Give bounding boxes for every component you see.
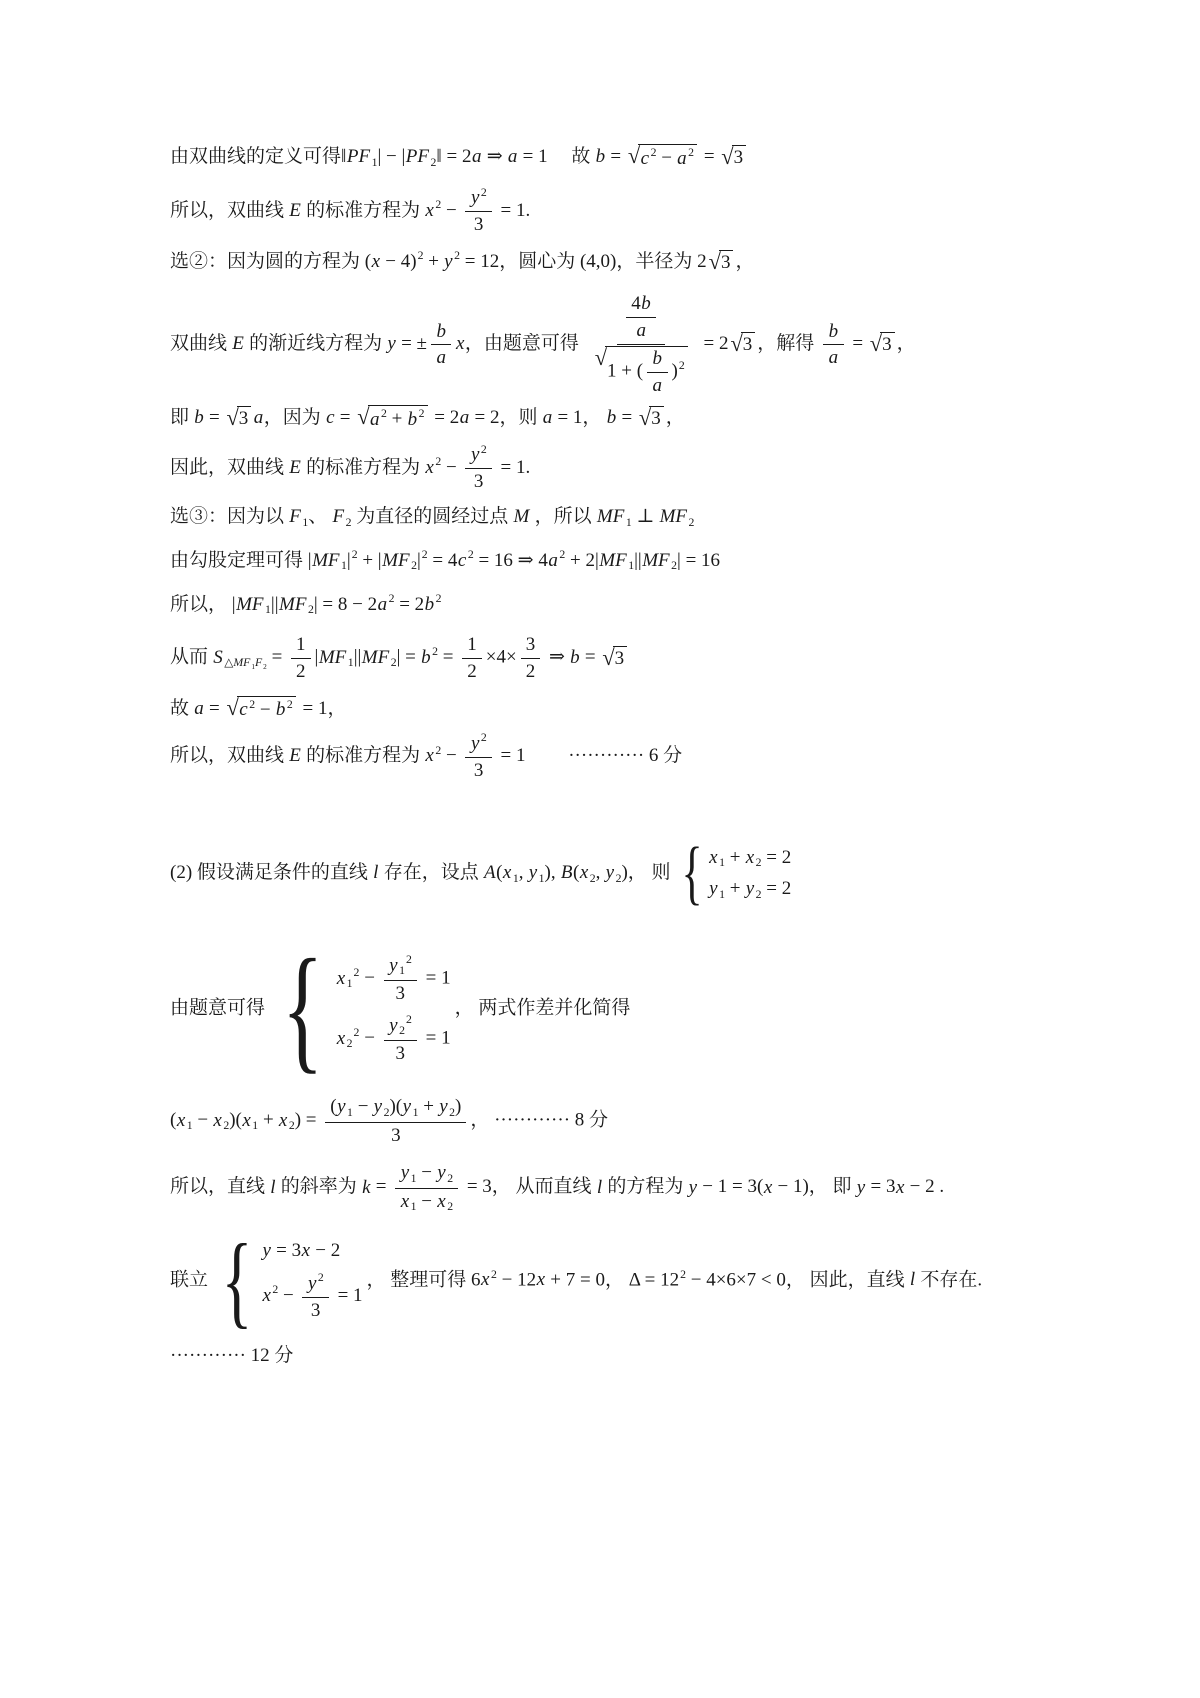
math-variable: y [528,862,538,884]
denominator: 2 [296,661,306,683]
math-variable: x [481,1269,490,1291]
subscript: 1 [346,977,353,991]
radical [226,696,295,723]
radical [357,405,427,432]
solution-line-5: 即 b = √ 3 a，因为 c = √ a $^2$ + b $^2$ = 2a = 2，则 a = 1， b = √ 3 ， [170,403,1160,432]
equation-system [269,931,451,1087]
solution-line-6: 因此，双曲线 E 的标准方程为 x $^2$ − $\frac{y ^2}{3}$ = 1. [170,442,531,493]
radical [870,332,895,358]
superscript: 2 [678,358,685,372]
subscript: 2 [688,515,695,529]
solution-line-16: 所以，直线 l 的斜率为 k = $\frac{y 1 - y 2}{x 1 - x 2}$ = 3， 从而直线 l 的方程为 y − 1 = 3(x − 1)， 即 y = 3x − 2 . [170,1162,945,1214]
math-variable: c [640,147,650,169]
math-variable: b [570,646,580,668]
denominator: 3 [473,471,484,493]
denominator [588,345,695,398]
math-variable: b [436,320,446,342]
subscript: 2 [288,1119,295,1133]
superscript: 2 [480,185,487,199]
equation-rows [336,953,450,1065]
numerator: (y 1 − y 2)(y 1 + y 2) [325,1095,466,1122]
math-variable: a [636,320,646,342]
superscript: 2 [381,407,387,421]
denominator: 3 [391,1124,401,1146]
denominator: x 1 − x 2 [400,1190,454,1214]
subscript: 1 [512,871,519,885]
math-variable: x [278,1109,288,1131]
fraction [823,320,844,371]
math-variable: l [373,862,379,884]
subscript: 1 [719,856,725,870]
math-variable: b [606,407,617,429]
left-brace-icon: { [681,834,703,913]
radicand: 1 + ( $\frac{b}{a}$ )$^2$ [605,346,688,398]
superscript: 2 [435,743,442,757]
math-variable: x [763,1176,773,1198]
math-variable: y [389,954,398,976]
superscript: 2 [249,697,256,711]
superscript: 2 [680,1267,686,1281]
superscript: 2 [559,548,566,562]
denominator: 3 [395,1042,406,1064]
solution-line-13: (2) 假设满足条件的直线 l 存在，设点 A(x 1, y 1), B(x 2, y 2)， 则 { x 1 + x 2 = 2 y 1 + y 2 = 2 [170,834,792,913]
subscript: 2 [615,871,622,885]
math-variable: b [828,320,839,342]
fraction [384,953,417,1006]
subscript: 2 [263,661,267,671]
solution-line-14: 由题意可得 { x $1^2$ − $\frac{y 1^2}{3}$ = 1 x $2^2$ − $\frac{y 2^2}{3}$ = 1 ， 两式作差并化简得 [170,931,631,1087]
math-variable: x [176,1109,186,1131]
radical [709,250,734,276]
radicand: c $^2$ − a $^2$ [638,144,697,171]
numerator [617,292,665,345]
fraction [384,1013,417,1066]
fraction [465,443,491,494]
math-variable: x [242,1109,251,1131]
math-variable: a [436,347,446,369]
fraction [626,292,656,343]
superscript: 2 [421,548,428,562]
subscript: 2 [755,856,762,870]
superscript: 2 [490,1267,497,1281]
denominator: 3 [473,214,484,236]
math-variable: M [513,505,530,527]
numerator [465,731,491,757]
math-variable: c [457,549,467,571]
math-variable: x [895,1176,905,1198]
math-variable: l [270,1176,276,1198]
radical-sign-icon: √ [602,644,615,670]
subscript: 1 [265,603,271,617]
superscript: 2 [405,953,412,967]
superscript: 2 [353,1025,360,1039]
math-variable: x [745,846,755,868]
fraction [462,633,482,684]
math-variable: x [262,1285,271,1307]
radicand: c $^2$ − b $^2$ [237,696,296,723]
math-variable: b [652,347,663,369]
superscript: 2 [353,966,360,980]
radicand: 3 [719,250,734,276]
superscript: 2 [467,548,474,562]
superscript: 2 [435,198,442,212]
denominator [647,373,668,398]
numerator [823,320,844,346]
math-variable: y [745,878,755,900]
numerator: 3 [521,633,541,659]
subscript: 2 [390,656,397,670]
math-variable: MF [236,593,264,615]
math-variable: l [909,1269,916,1291]
radical-sign-icon: √ [638,405,652,431]
numerator [302,1271,328,1297]
math-variable: x [437,1190,446,1212]
math-variable: PF [405,146,429,167]
solution-line-17: 联立 { y = 3x − 2 x $^2$ − $\frac{y ^2}{3}$ = 1 ， 整理可得 6x $^2$ − 12x + 7 = 0， $\Delta = 12^2 - 4\times 6\times 7 < 0$， 因此，直线 l 不存在. [170,1222,983,1338]
denominator: 2 [467,661,477,683]
radical [628,144,697,171]
fraction [521,633,541,684]
subscript: 1 [719,887,725,901]
math-variable: y [400,1162,410,1184]
left-brace-icon: { [221,1222,253,1338]
math-variable: a [548,549,558,571]
subscript: 2 [223,1119,230,1133]
fraction [395,1161,458,1215]
math-variable: y [337,1096,346,1118]
numerator: 1 [462,633,482,659]
math-variable: y [470,187,480,209]
math-variable: S [213,646,223,668]
radicand: 3 [237,406,252,432]
fraction [302,1271,328,1322]
radical-sign-icon: √ [594,344,607,370]
solution-line-1: 由双曲线的定义可得‖PF 1| − |PF 2‖ = 2a ⇒ a = 1 故 b = √ c $^2$ − a $^2$ = √ 3 [170,142,1160,172]
subscript: 2 [411,559,417,573]
math-variable: x [371,250,381,272]
math-variable: x [400,1190,410,1212]
math-variable: a [652,374,663,396]
equation-system [212,1222,363,1338]
superscript: 2 [417,249,424,263]
subscript: 1 [341,559,347,573]
math-variable: F [332,505,345,527]
math-variable: MF [312,549,340,571]
math-variable: a [377,593,388,615]
math-variable: x [425,456,434,478]
math-variable: k [362,1176,371,1198]
math-variable: y [709,878,718,900]
equation-row: x 1 + x 2 = 2 [709,846,792,870]
subscript: 1 [186,1119,193,1133]
solution-line-4: 双曲线 E 的渐近线方程为 y = ± $\frac{b}{a}$ x，由题意可得 $\frac{4b}{a}$ √ 1 + ( $\frac{b}{a}$ )$^2$ = 2 √ 3 ，解得 $\frac{b}{a}$ = √ 3 ， [170,293,916,396]
subscript: 1 [399,964,405,978]
fraction [465,186,491,237]
solution-line-3: 选②：因为圆的方程为 $(x - 4)^2 + y$ $^2$ = 12，圆心为 (4,0)，半径为 2 √ 3 ， [170,248,755,274]
subscript: 1 [302,515,309,529]
math-variable: a [194,697,204,719]
math-variable: A [483,862,496,884]
math-variable: y [439,1096,448,1118]
superscript: 2 [317,1271,324,1285]
math-variable: b [595,146,606,167]
denominator: 2 [525,661,536,683]
math-variable: x [502,862,512,884]
subscript: 2 [755,887,762,901]
math-variable: y [262,1240,271,1262]
numerator: y 1 − y 2 [395,1161,458,1188]
denominator: 3 [473,759,484,781]
math-variable: b [641,293,651,315]
fraction [291,633,311,684]
subscript: 2 [589,871,596,885]
math-variable: x [455,333,465,355]
subscript: 2 [447,1200,454,1214]
math-variable: x [425,745,434,767]
superscript: 2 [432,645,439,659]
numerator: 1 [291,633,311,659]
subscript: 1 [410,1171,417,1185]
subscript: 2 [307,603,314,617]
numerator: 4b [626,292,656,318]
math-variable: x [213,1109,222,1131]
subscript: 2 [399,1024,405,1038]
equation-system [675,834,792,913]
radical [721,145,746,171]
solution-line-12: 所以，双曲线 E 的标准方程为 x $^2$ − $\frac{y ^2}{3}$ = 1 ············ 6 分 [170,731,683,781]
math-variable: y [444,250,453,272]
superscript: 2 [418,407,425,421]
left-brace-icon: { [281,931,324,1087]
math-variable: y [437,1162,446,1184]
radical-sign-icon: √ [869,331,883,357]
math-variable: MF [279,593,307,615]
superscript: 2 [454,249,460,263]
subscript: 2 [345,515,352,529]
equation-row: y 1 + y 2 = 2 [709,878,792,901]
math-variable: PF [346,146,371,167]
math-variable: B [560,862,573,884]
subscript: 1 [410,1200,417,1214]
subscript: △MF1F2 [224,656,267,671]
math-variable: x [336,1027,346,1049]
subscript: 2 [346,1037,353,1051]
math-variable: a [459,407,470,429]
fraction [325,1095,466,1147]
math-variable: F [289,505,301,527]
math-variable: b [421,646,431,668]
math-variable: E [289,456,301,478]
math-variable: y [373,1096,383,1118]
math-variable: a [542,407,553,429]
denominator [823,345,844,370]
subscript: 2 [671,559,678,573]
radicand: 3 [613,646,628,672]
superscript: 2 [435,455,442,469]
math-variable: MF [382,549,410,571]
math-variable: F [254,656,263,670]
subscript: 1 [252,1119,259,1133]
equation-row: x $^2$ − $\frac{y ^2}{3}$ = 1 [262,1271,363,1321]
math-variable: MF [659,505,688,527]
equation-row: x $2^2$ − $\frac{y 2^2}{3}$ = 1 [336,1012,451,1064]
superscript: 2 [688,145,695,159]
superscript: 2 [405,1012,412,1026]
math-variable: MF [233,656,251,670]
solution-line-11: 故 a = √ c $^2$ − b $^2$ = 1， [170,694,1160,723]
superscript: 2 [272,1283,279,1297]
math-variable: b [407,409,418,430]
subscript: 2 [449,1105,456,1119]
superscript: 2 [650,145,657,159]
denominator: 3 [310,1299,321,1321]
solution-line-9: 所以， |MF 1||MF 2| = 8 − 2a $^2$ = 2b $^2$ [170,591,442,617]
subscript: 1 [347,1105,353,1119]
radicand: 3 [649,406,664,432]
radicand: 3 [741,332,756,358]
radicand: a $^2$ + b $^2$ [368,405,428,432]
fraction [647,347,668,398]
math-variable: y [605,862,615,884]
subscript: 1 [625,515,632,529]
math-variable: a [370,409,380,430]
math-variable: x [301,1240,311,1262]
math-variable: a [677,147,687,169]
radical-sign-icon: √ [627,142,641,168]
math-variable: y [389,1014,398,1036]
math-variable: x [336,967,346,989]
math-variable: x [709,846,718,868]
math-variable: y [402,1096,412,1118]
math-variable: b [275,699,286,721]
solution-line-15: (x 1 − x 2)(x 1 + x 2) = $\frac{(y 1 - y 2)(y 1 + y 2)}{3}$ ， ············ 8 分 [170,1096,609,1146]
radical [730,332,755,358]
numerator [384,953,417,981]
superscript: 2 [388,591,395,605]
subscript: 1 [251,661,255,671]
radical-sign-icon: √ [708,248,721,274]
solution-line-18: ············ 12 分 [170,1344,294,1366]
subscript: 2 [383,1105,390,1119]
math-variable: MF [596,505,625,527]
radical-sign-icon: √ [721,143,734,169]
math-variable: b [424,593,435,615]
radicand: 3 [880,332,895,358]
radical-sign-icon: √ [730,331,743,357]
solution-line-8: 由勾股定理可得 |MF $1|^2 + |MF$ $2|^2 = 4c$ $^2$ = 16 ⇒ 4a $^2$ + 2|MF 1||MF 2| = 16 [170,548,721,573]
superscript: 2 [435,591,442,605]
math-variable: y [470,732,480,754]
math-variable: E [289,199,301,221]
fraction [465,731,491,782]
subscript: 1 [538,871,545,885]
math-variable: a [471,146,482,167]
subscript: 1 [412,1105,419,1119]
math-variable: y [470,444,480,466]
numerator [384,1013,417,1041]
math-variable: y [856,1176,866,1198]
math-variable: y [688,1176,698,1198]
subscript: 1 [628,559,635,573]
math-variable: x [579,862,589,884]
numerator [431,320,452,346]
math-variable: c [239,699,248,721]
math-variable: E [232,333,244,355]
denominator [631,318,652,343]
radical [226,406,251,432]
math-variable: y [387,333,396,355]
radical [639,406,664,432]
radical [595,346,688,398]
superscript: 2 [286,697,293,711]
equation-row: y = 3x − 2 [262,1240,341,1262]
fraction [431,320,452,371]
math-variable: a [253,407,264,429]
solution-line-7: 选③：因为以 F 1、 F 2 为直径的圆经过点 M ，所以 MF 1 ⊥ MF 2 [170,505,695,529]
fraction [588,292,695,397]
math-variable: E [289,745,301,767]
solution-lines [170,142,1160,1370]
math-variable: MF [318,646,347,668]
math-variable: x [536,1269,546,1291]
math-variable: MF [599,549,627,571]
superscript: 2 [480,731,487,745]
equation-row: x $1^2$ − $\frac{y 1^2}{3}$ = 1 [336,953,451,1005]
numerator [647,347,668,373]
math-variable: x [425,199,434,221]
equation-rows [262,1239,363,1322]
math-variable: MF [361,646,390,668]
denominator: 3 [395,983,406,1005]
numerator [465,443,491,469]
denominator [431,345,452,370]
superscript: 2 [480,442,487,456]
radical-sign-icon: √ [226,694,239,720]
radical-sign-icon: √ [226,405,239,431]
solution-line-2: 所以，双曲线 E 的标准方程为 x $^2$ − $\frac{y ^2}{3}$ = 1. [170,185,531,236]
subscript: 2 [447,1171,454,1185]
radicand: 3 [732,145,747,171]
math-variable: a [507,146,518,167]
subscript: 2 [430,155,437,169]
math-variable: y [307,1272,317,1294]
math-variable: a [828,347,839,369]
math-variable: l [596,1176,603,1198]
math-variable: b [194,407,204,429]
subscript: 1 [347,656,354,670]
numerator [465,186,491,212]
math-variable: MF [642,549,670,571]
math-variable: c [326,407,335,429]
subscript: 1 [371,155,378,169]
radical [602,646,627,672]
solution-line-10: 从而 S △MF1F2 = $\frac{1}{2}$ |MF 1||MF 2| = b $^2$ = $\frac{1}{2}$ ×4× $\frac{3}{2}$ ⇒ b = √ 3 [170,633,1160,684]
radical-sign-icon: √ [357,404,370,430]
equation-rows [709,846,792,903]
superscript: 2 [351,548,358,562]
